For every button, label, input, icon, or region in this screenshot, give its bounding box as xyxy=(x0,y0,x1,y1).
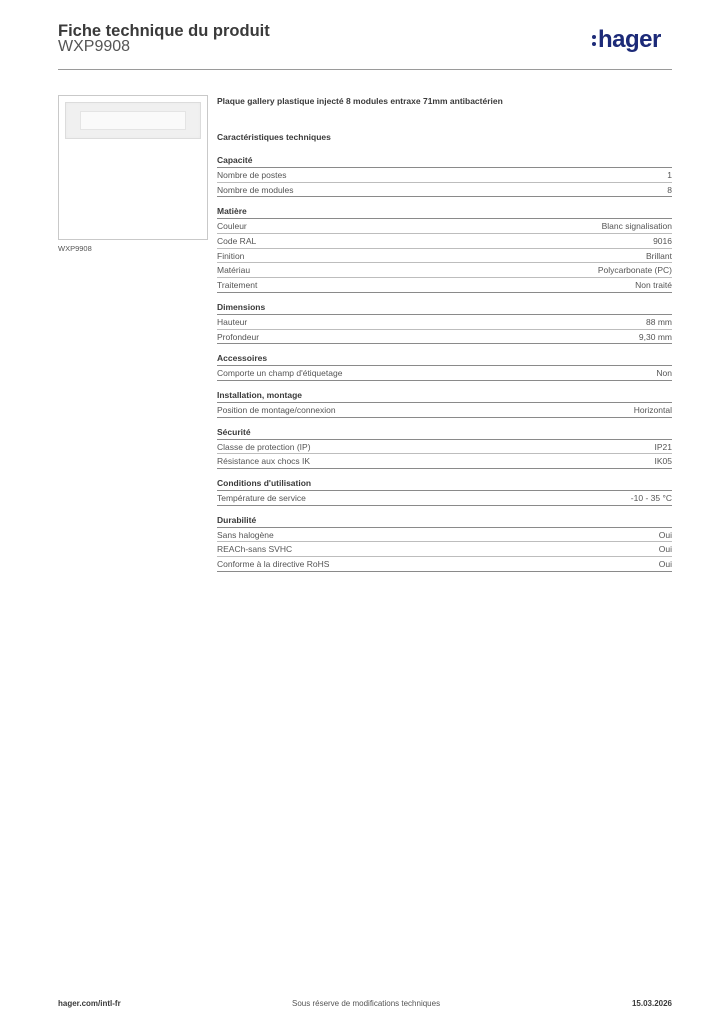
spec-value: 88 mm xyxy=(646,316,672,327)
spec-label: Nombre de postes xyxy=(217,170,287,180)
spec-row xyxy=(217,168,672,183)
spec-label: Finition xyxy=(217,250,245,261)
spec-group-title: Sécurité xyxy=(217,427,672,440)
spec-value: Oui xyxy=(658,529,672,540)
spec-value: IK05 xyxy=(654,456,672,467)
logo-text: hager xyxy=(598,26,661,53)
spec-row xyxy=(217,249,672,264)
spec-row xyxy=(217,440,672,455)
spec-label: Position de montage/connexion xyxy=(217,404,336,415)
spec-value: Blanc signalisation xyxy=(601,221,672,232)
spec-label: Résistance aux chocs IK xyxy=(217,456,311,467)
spec-row xyxy=(217,219,672,234)
plate-window xyxy=(80,111,186,130)
spec-value: Oui xyxy=(658,544,672,555)
spec-label: Profondeur xyxy=(217,331,260,342)
spec-group xyxy=(217,390,672,418)
spec-group-title: Capacité xyxy=(217,155,672,168)
spec-value: IP21 xyxy=(654,441,672,452)
cover-plate-image xyxy=(65,102,201,139)
spec-group-title: Durabilité xyxy=(217,515,672,528)
spec-group xyxy=(217,206,672,292)
footer-disclaimer: Sous réserve de modifications techniques xyxy=(292,999,441,1008)
spec-label: Traitement xyxy=(217,280,258,291)
footer-date: 15.03.2026 xyxy=(631,999,672,1008)
logo-dots-icon xyxy=(592,27,596,49)
spec-group-title: Accessoires xyxy=(217,353,672,366)
spec-value: Horizontal xyxy=(633,404,672,415)
spec-label: Hauteur xyxy=(217,316,248,327)
spec-row xyxy=(217,183,672,198)
spec-value: Oui xyxy=(658,559,672,569)
spec-row xyxy=(217,454,672,469)
spec-row xyxy=(217,557,672,572)
spec-group-title: Installation, montage xyxy=(217,390,672,403)
product-image-caption: WXP9908 xyxy=(58,244,92,253)
spec-group xyxy=(217,478,672,506)
header-divider xyxy=(58,69,672,70)
product-image xyxy=(58,95,208,240)
spec-group-title: Dimensions xyxy=(217,302,672,315)
spec-label: Code RAL xyxy=(217,236,257,247)
spec-label: REACh-sans SVHC xyxy=(217,544,293,555)
spec-value: -10 - 35 °C xyxy=(630,492,672,503)
spec-row xyxy=(217,263,672,278)
product-reference: WXP9908 xyxy=(58,38,131,55)
characteristics-groups xyxy=(217,155,672,572)
spec-label: Température de service xyxy=(217,492,306,503)
specifications-panel xyxy=(217,96,672,581)
spec-row xyxy=(217,315,672,330)
spec-label: Conforme à la directive RoHS xyxy=(217,559,330,569)
spec-group xyxy=(217,302,672,344)
spec-group xyxy=(217,353,672,381)
footer-website-link[interactable]: hager.com/intl-fr xyxy=(58,999,121,1008)
spec-row xyxy=(217,403,672,418)
spec-group-title: Matière xyxy=(217,206,672,219)
spec-row xyxy=(217,330,672,345)
spec-row xyxy=(217,366,672,381)
spec-label: Comporte un champ d'étiquetage xyxy=(217,368,343,379)
spec-row xyxy=(217,234,672,249)
spec-row xyxy=(217,528,672,543)
spec-row xyxy=(217,542,672,557)
spec-value: 8 xyxy=(667,184,672,195)
spec-value: 9,30 mm xyxy=(638,331,672,342)
spec-value: Polycarbonate (PC) xyxy=(597,265,672,276)
spec-group xyxy=(217,515,672,572)
spec-value: Brillant xyxy=(646,250,672,261)
spec-label: Matériau xyxy=(217,265,251,276)
spec-value: 1 xyxy=(667,170,672,180)
spec-label: Nombre de modules xyxy=(217,184,294,195)
page-title: Fiche technique du produit xyxy=(58,22,270,40)
spec-row xyxy=(217,278,672,293)
spec-group-title: Conditions d'utilisation xyxy=(217,478,672,491)
spec-group xyxy=(217,427,672,469)
spec-value: Non traité xyxy=(635,280,672,291)
spec-label: Couleur xyxy=(217,221,247,232)
spec-value: 9016 xyxy=(653,236,672,247)
spec-value: Non xyxy=(656,368,672,379)
hager-logo xyxy=(592,27,661,53)
spec-group xyxy=(217,155,672,197)
product-description: Plaque gallery plastique injecté 8 modules entraxe 71mm antibactérien xyxy=(217,96,503,106)
spec-row xyxy=(217,491,672,506)
technical-characteristics-title: Caractéristiques techniques xyxy=(217,132,331,142)
spec-label: Classe de protection (IP) xyxy=(217,441,311,452)
spec-label: Sans halogène xyxy=(217,529,274,540)
